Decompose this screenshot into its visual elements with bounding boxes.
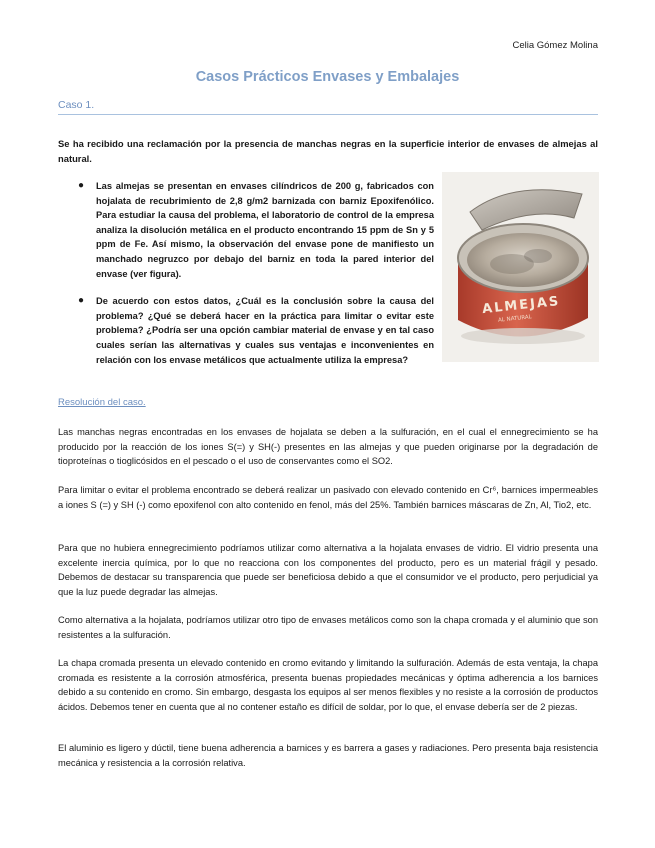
bullet-icon: ● [78, 295, 85, 307]
case-bullet-list [78, 179, 434, 367]
resolution-paragraph: Como alternativa a la hojalata, podríamos utilizar otro tipo de envases metálicos como son la chapa cromada y el aluminio que son resistentes a la sulfuración. [58, 615, 598, 640]
author-name: Celia Gómez Molina [512, 40, 598, 51]
resolution-paragraph: El aluminio es ligero y dúctil, tiene buena adherencia a barnices y es barrera a gases y radiaciones. Pero presenta baja resistencia mecánica y resistencia a la corrosión relativa. [58, 743, 598, 768]
document-title: Casos Prácticos Envases y Embalajes [195, 69, 460, 85]
bullet-icon: ● [78, 180, 85, 191]
open-can-image [442, 172, 599, 362]
resolution-paragraph: La chapa cromada presenta un elevado contenido en cromo evitando y limitando la sulfuración. Además de esta ventaja, la chapa cromada es resistente a la corrosión atmosférica, presenta buenas propiedades mecánicas y óptima adherencia a los barnices debido a su contenido en cromo. Sin embargo, desgasta los equipos al ser menos flexibles y no resiste a la corrosión de productos ácidos. Debemos tener en cuenta que al no contener estaño es difícil de soldar, por lo que, el envase debería ser de 2 piezas. [58, 658, 598, 712]
can-label-subtext: AL NATURAL [497, 314, 533, 324]
bullet-text: De acuerdo con estos datos, ¿Cuál es la conclusión sobre la causa del problema? ¿Qué se deberá hacer en la práctica para limitar o evitar este problema? ¿Podría ser una opción cambiar material de envase y en tal caso cuales serían las alternativas y cuales sus ventajas e inconvenientes en relación con los envase metálicos que actualmente utiliza la empresa? [96, 296, 434, 365]
resolution-paragraph: Las manchas negras encontradas en los envases de hojalata se deben a la sulfuración, en el cual el ennegrecimiento se ha producido por la reacción de los iones S(=) y SH(-) presentes en las almejas y que pueden originarse por la degradación de tioproteínas o tioglicósidos en el pescado o el uso de conservantes como el SO2. [58, 427, 598, 467]
bullet-item [78, 294, 434, 367]
resolution-paragraph: Para limitar o evitar el problema encontrado se deberá realizar un pasivado con elevado contenido en Cr⁶, barnices impermeables a iones S (=) y SH (-) como epoxifenol con alto contenido en fenol, más del 25%. También barnices máscaras de Zn, Al, Tio2, etc. [58, 485, 598, 510]
bullet-item [78, 179, 434, 281]
case-intro: Se ha recibido una reclamación por la presencia de manchas negras en la superficie interior de envases de almejas al natural. [58, 138, 598, 164]
can-photo [442, 172, 599, 362]
resolution-paragraph: Para que no hubiera ennegrecimiento podríamos utilizar como alternativa a la hojalata envases de vidrio. El vidrio presenta una excelente inercia química, por lo que no reacciona con los componentes del producto, pero es un material frágil y pesado. Debemos de destacar su transparencia que puede ser beneficiosa debido a que el consumidor ve el producto, pero perjudicial ya que la luz puede degradar las almejas. [58, 543, 598, 597]
resolution-heading: Resolución del caso. [58, 397, 146, 408]
bullet-text: Las almejas se presentan en envases cilíndricos de 200 g, fabricados con hojalata de recubrimiento de 2,8 g/m2 barnizada con barniz Epoxifenólico. Para estudiar la causa del problema, el laboratorio de control de la empresa analiza la disolución metálica en el producto encontrando 15 ppm de Sn y 5 ppm de Fe. Así mismo, la observación del envase pone de manifiesto un manchado negruzco por debajo del barniz en toda la pared interior del envase (ver figura). [96, 181, 434, 279]
case-heading: Caso 1. [58, 99, 598, 115]
can-label-text: ALMEJAS [481, 293, 562, 318]
